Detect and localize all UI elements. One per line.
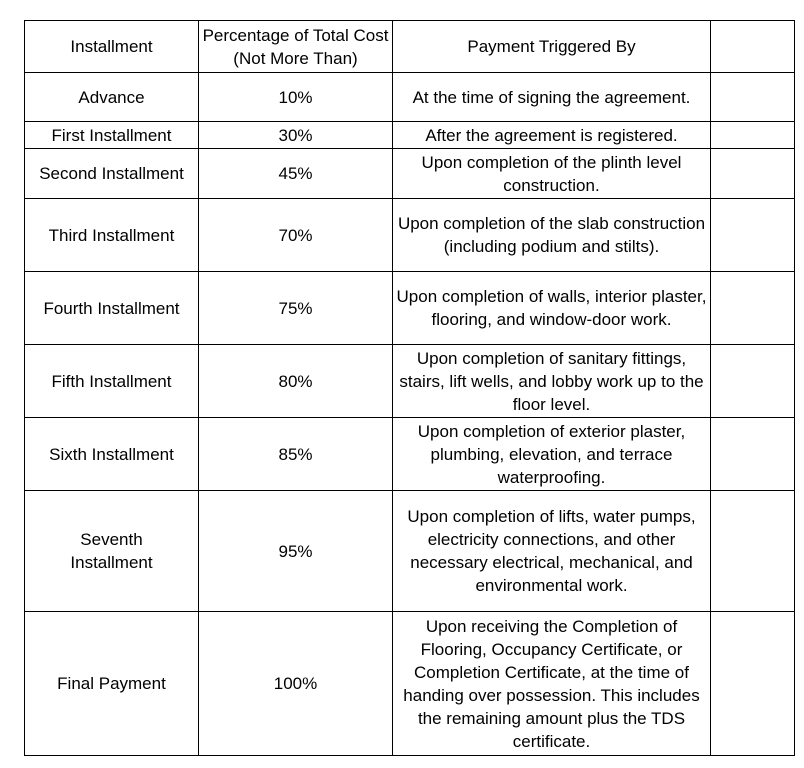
installment-label: Seventh Installment [70, 530, 153, 572]
table-row [25, 199, 795, 272]
percentage-cell: 80% [199, 345, 393, 418]
trigger-cell: Upon completion of exterior plaster, plumbing, elevation, and terrace waterproofing. [393, 418, 711, 491]
table-row [25, 345, 795, 418]
empty-cell [711, 272, 795, 345]
empty-cell [711, 122, 795, 149]
empty-cell [711, 73, 795, 122]
trigger-cell: At the time of signing the agreement. [393, 73, 711, 122]
empty-cell [711, 149, 795, 199]
percentage-cell: 95% [199, 491, 393, 612]
installment-cell: Sixth Installment [25, 418, 199, 491]
header-trigger: Payment Triggered By [393, 21, 711, 73]
table-row [25, 272, 795, 345]
installment-cell: Advance [25, 73, 199, 122]
trigger-cell: Upon completion of lifts, water pumps, electricity connections, and other necessary electrical, mechanical, and environmental work. [393, 491, 711, 612]
table-row [25, 491, 795, 612]
table-row [25, 149, 795, 199]
installment-cell: Third Installment [25, 199, 199, 272]
trigger-cell: Upon completion of sanitary fittings, stairs, lift wells, and lobby work up to the floor level. [393, 345, 711, 418]
table-row [25, 612, 795, 756]
header-row [25, 21, 795, 73]
trigger-cell: Upon completion of the slab construction (including podium and stilts). [393, 199, 711, 272]
percentage-cell: 100% [199, 612, 393, 756]
trigger-cell: Upon receiving the Completion of Flooring, Occupancy Certificate, or Completion Certificate, at the time of handing over possession. This includes the remaining amount plus the TDS certificate. [393, 612, 711, 756]
trigger-cell: After the agreement is registered. [393, 122, 711, 149]
empty-cell [711, 418, 795, 491]
installment-cell: Fifth Installment [25, 345, 199, 418]
percentage-cell: 70% [199, 199, 393, 272]
installment-cell [25, 491, 199, 612]
header-extra [711, 21, 795, 73]
payment-schedule-table [24, 20, 795, 756]
percentage-cell: 45% [199, 149, 393, 199]
percentage-cell: 30% [199, 122, 393, 149]
trigger-cell: Upon completion of walls, interior plaster, flooring, and window-door work. [393, 272, 711, 345]
empty-cell [711, 199, 795, 272]
table-row [25, 73, 795, 122]
empty-cell [711, 491, 795, 612]
installment-cell: Fourth Installment [25, 272, 199, 345]
empty-cell [711, 345, 795, 418]
percentage-cell: 75% [199, 272, 393, 345]
header-installment: Installment [25, 21, 199, 73]
empty-cell [711, 612, 795, 756]
percentage-cell: 85% [199, 418, 393, 491]
table-row [25, 418, 795, 491]
trigger-cell: Upon completion of the plinth level construction. [393, 149, 711, 199]
installment-cell: First Installment [25, 122, 199, 149]
table-row [25, 122, 795, 149]
installment-cell: Second Installment [25, 149, 199, 199]
header-percentage: Percentage of Total Cost (Not More Than) [199, 21, 393, 73]
percentage-cell: 10% [199, 73, 393, 122]
installment-cell: Final Payment [25, 612, 199, 756]
